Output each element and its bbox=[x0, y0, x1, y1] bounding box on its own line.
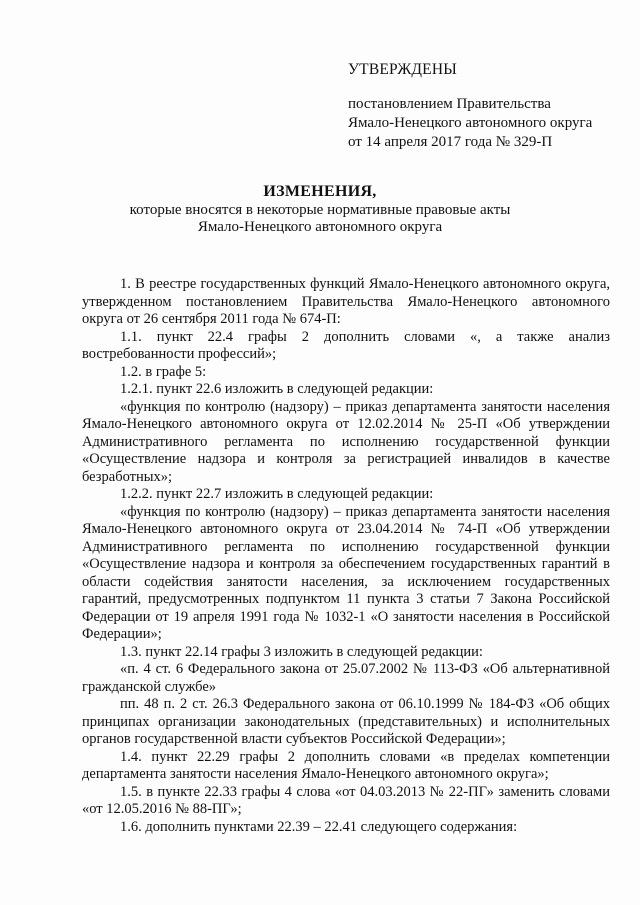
document-body bbox=[82, 276, 610, 836]
approval-heading: УТВЕРЖДЕНЫ bbox=[348, 61, 457, 78]
document-title-block bbox=[60, 183, 580, 236]
paragraph: 1.1. пункт 22.4 графы 2 дополнить словами «, а также анализ востребованности профессий»; bbox=[82, 328, 610, 362]
approval-line: постановлением Правительства bbox=[348, 96, 551, 112]
paragraph: 1.4. пункт 22.29 графы 2 дополнить словами «в пределах компетенции департамента занятости населения Ямало-Ненецкого автономного округа»; bbox=[82, 748, 610, 782]
paragraph: 1.3. пункт 22.14 графы 3 изложить в следующей редакции: bbox=[120, 643, 483, 660]
paragraph: 1.2. в графе 5: bbox=[120, 363, 207, 380]
approval-stamp bbox=[348, 60, 618, 152]
paragraph: 1.2.2. пункт 22.7 изложить в следующей редакции: bbox=[120, 486, 434, 502]
paragraph: 1.6. дополнить пунктами 22.39 – 22.41 следующего содержания: bbox=[120, 818, 518, 835]
document-subtitle: Ямало-Ненецкого автономного округа bbox=[197, 219, 443, 235]
paragraph: 1.2.1. пункт 22.6 изложить в следующей редакции: bbox=[120, 381, 434, 397]
paragraph: «п. 4 ст. 6 Федерального закона от 25.07.2002 № 113-ФЗ «Об альтернативной гражданской службе» bbox=[82, 661, 610, 695]
document-subtitle: которые вносятся в некоторые нормативные правовые акты bbox=[129, 202, 511, 218]
approval-line: Ямало-Ненецкого автономного округа bbox=[348, 115, 593, 131]
paragraph: «функция по контролю (надзору) – приказ департамента занятости населения Ямало-Ненецкого автономного округа от 12.02.2014 № 25-П «Об утверждении Административного регламента по исполнению государственной функции «Осуществление надзора и контроля за регистрацией инвалидов в качестве безработных»; bbox=[82, 398, 610, 485]
paragraph: 1. В реестре государственных функций Ямало-Ненецкого автономного округа, утвержденном постановлением Правительства Ямало-Ненецкого автономного округа от 26 сентября 2011 года № 674-П: bbox=[82, 276, 610, 327]
paragraph: 1.5. в пункте 22.33 графы 4 слова «от 04.03.2013 № 22-ПГ» заменить словами «от 12.05.2016 № 88-ПГ»; bbox=[82, 783, 610, 817]
approval-line: от 14 апреля 2017 года № 329-П bbox=[348, 134, 553, 150]
document-title: ИЗМЕНЕНИЯ, bbox=[263, 183, 377, 200]
paragraph: «функция по контролю (надзору) – приказ департамента занятости населения Ямало-Ненецкого автономного округа от 23.04.2014 № 74-П «Об утверждении Административного регламента по исполнению государственной функции «Осуществление надзора и контроля за обеспечением государственных гарантий в области содействия занятости населения, за исключением государственных гарантий, предусмотренных подпунктом 11 пункта 3 статьи 7 Закона Российской Федерации от 19 апреля 1991 года № 1032-1 «О занятости населения в Российской Федерации»; bbox=[82, 503, 610, 642]
paragraph: пп. 48 п. 2 ст. 26.3 Федерального закона от 06.10.1999 № 184-ФЗ «Об общих принципах организации законодательных (представительных) и исполнительных органов государственной власти субъектов Российской Федерации»; bbox=[82, 696, 610, 747]
